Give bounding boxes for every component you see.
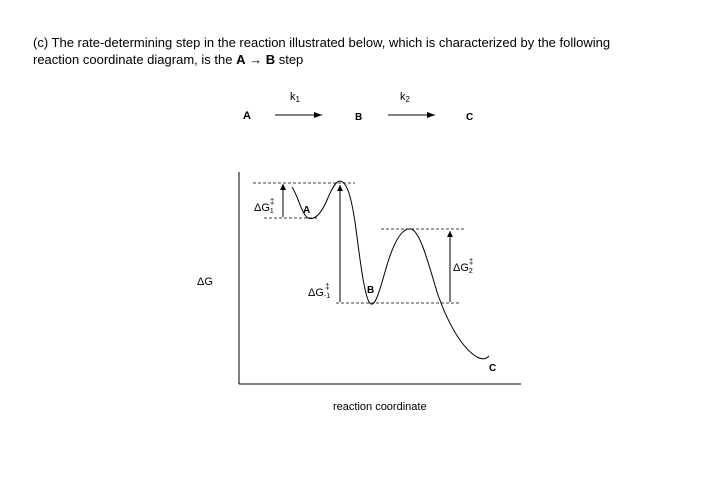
step-arrow: → bbox=[249, 52, 263, 67]
y-axis-label: ΔG bbox=[197, 276, 213, 288]
dg2-main: ΔG bbox=[453, 262, 469, 274]
point-c-label: C bbox=[489, 363, 497, 374]
dgm1-label bbox=[308, 282, 330, 300]
dg2-label bbox=[453, 257, 473, 275]
point-b-label: B bbox=[367, 285, 375, 296]
dg2-sub: 2 bbox=[468, 268, 473, 275]
dg2-sup: ‡ bbox=[468, 257, 474, 266]
dgm1-sup: ‡ bbox=[325, 282, 330, 291]
scheme-species-a: A bbox=[243, 110, 251, 122]
dg1-main: ΔG bbox=[254, 202, 270, 214]
scheme-species-c: C bbox=[466, 112, 474, 123]
dg1-sub: 1 bbox=[269, 208, 274, 215]
x-axis-label: reaction coordinate bbox=[333, 401, 427, 413]
reaction-scheme bbox=[243, 91, 473, 123]
point-a-label: A bbox=[303, 205, 311, 216]
step-to: B bbox=[265, 52, 276, 67]
dgm1-sub: -1 bbox=[323, 293, 331, 300]
k2-sub: 2 bbox=[405, 95, 410, 104]
k2-label bbox=[400, 91, 411, 104]
question-suffix: step bbox=[275, 52, 304, 67]
dg1-label bbox=[254, 197, 274, 215]
step-from: A bbox=[236, 52, 246, 67]
question-line-1: (c) The rate-determining step in the reaction illustrated below, which is characterized by the following bbox=[33, 35, 611, 50]
k2-main: k bbox=[400, 91, 406, 103]
dg1-sup: ‡ bbox=[269, 197, 275, 206]
k1-main: k bbox=[290, 91, 296, 103]
k1-label bbox=[290, 91, 301, 104]
scheme-species-b: B bbox=[355, 112, 363, 123]
dgm1-main: ΔG bbox=[308, 287, 324, 299]
question-line-2-prefix: reaction coordinate diagram, is the bbox=[33, 52, 237, 67]
k1-sub: 1 bbox=[295, 95, 300, 104]
